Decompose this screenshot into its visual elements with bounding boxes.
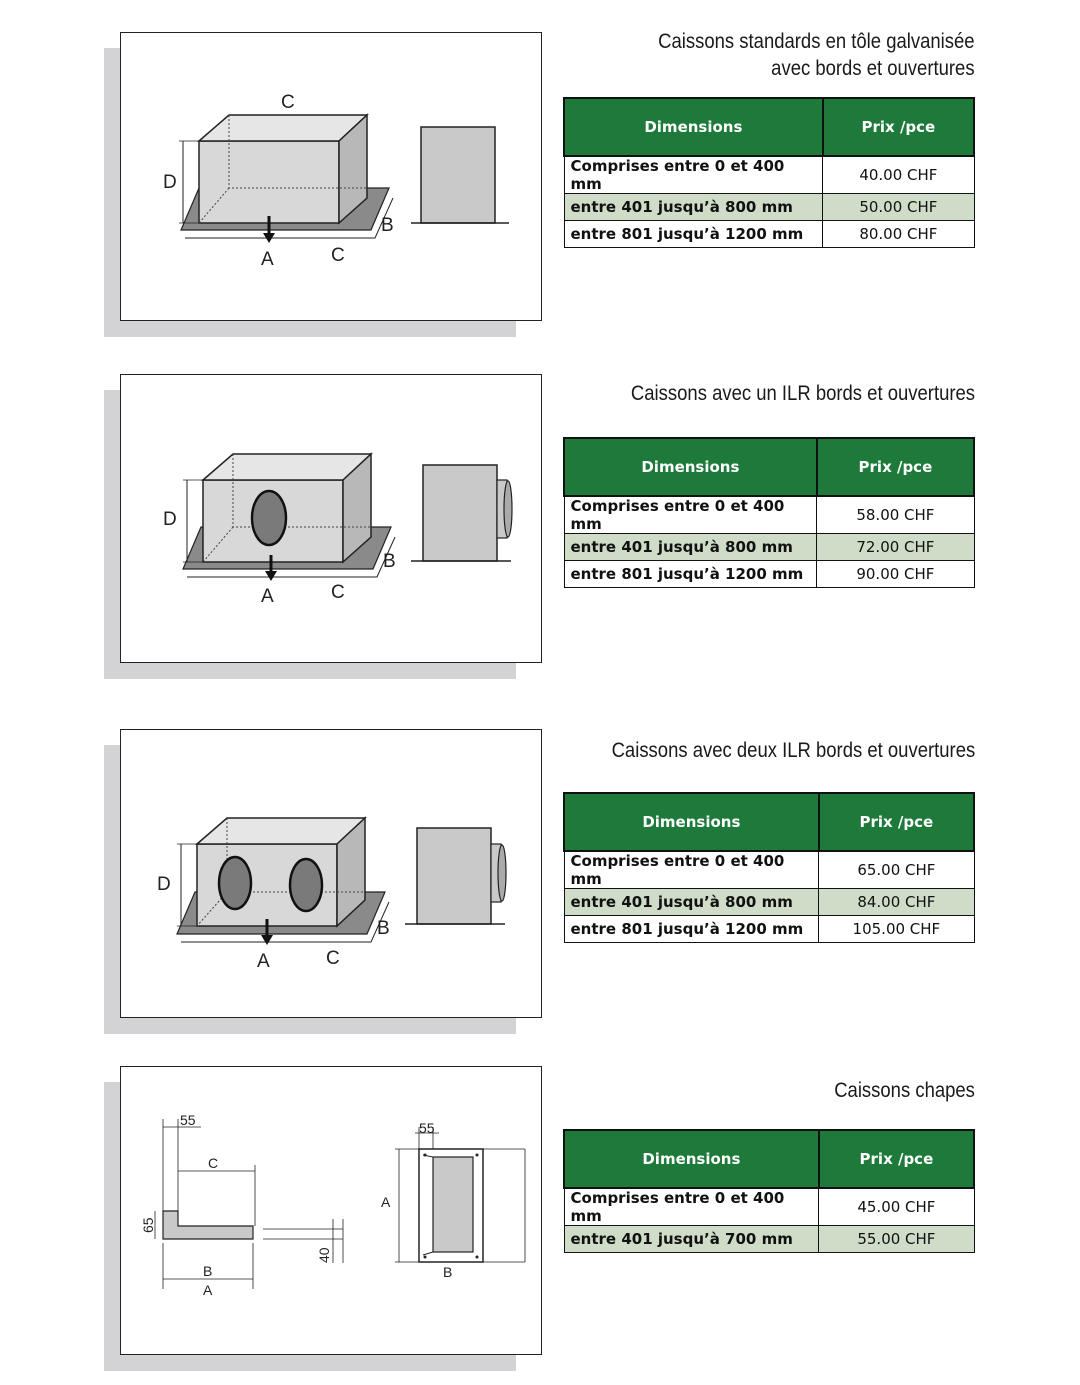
- row-price: 45.00 CHF: [819, 1188, 974, 1226]
- header-price: Prix /pce: [817, 438, 974, 496]
- table-row: [564, 851, 974, 889]
- row-dimension: entre 801 jusqu’à 1200 mm: [564, 561, 817, 588]
- row-dimension: Comprises entre 0 et 400 mm: [564, 156, 823, 194]
- title-line: Caissons avec un ILR bords et ouvertures: [630, 382, 975, 405]
- diagram-frame-2: [120, 374, 542, 663]
- title-line: Caissons standards en tôle galvanisée: [658, 30, 975, 53]
- table-row: [564, 1188, 974, 1226]
- row-price: 105.00 CHF: [819, 916, 974, 943]
- table-row: [564, 561, 974, 588]
- row-dimension: Comprises entre 0 et 400 mm: [564, 496, 817, 534]
- title-line: Caissons chapes: [834, 1079, 975, 1102]
- header-price: Prix /pce: [819, 1130, 974, 1188]
- row-price: 58.00 CHF: [817, 496, 974, 534]
- dim-b-right: B: [443, 1264, 453, 1280]
- table-row: [564, 534, 974, 561]
- box-standard-diagram: [121, 33, 543, 322]
- box-one-ilr-diagram: [121, 375, 543, 664]
- row-dimension: Comprises entre 0 et 400 mm: [564, 851, 819, 889]
- box-chape-diagram: [121, 1067, 543, 1356]
- header-dimensions: Dimensions: [564, 98, 823, 156]
- label-c-top: C: [281, 92, 295, 113]
- price-table-2: [563, 437, 975, 588]
- table-row: [564, 496, 974, 534]
- row-price: 55.00 CHF: [819, 1226, 974, 1253]
- row-dimension: entre 801 jusqu’à 1200 mm: [564, 916, 819, 943]
- label-c-bottom: C: [326, 948, 340, 969]
- title-line: Caissons avec deux ILR bords et ouvertures: [611, 739, 975, 762]
- price-table-4: [563, 1129, 975, 1253]
- box-two-ilr-diagram: [121, 730, 543, 1019]
- section-title-2: [631, 380, 975, 407]
- dim-55-right: 55: [419, 1120, 435, 1136]
- dim-b: B: [203, 1263, 213, 1279]
- row-dimension: entre 801 jusqu’à 1200 mm: [564, 221, 823, 248]
- header-dimensions: Dimensions: [564, 793, 819, 851]
- label-a: A: [261, 249, 274, 270]
- row-dimension: entre 401 jusqu’à 700 mm: [564, 1226, 819, 1253]
- diagram-frame-4: [120, 1066, 542, 1355]
- row-price: 72.00 CHF: [817, 534, 974, 561]
- section-title-1: [659, 28, 975, 82]
- label-d: D: [157, 874, 171, 895]
- label-c-bottom: C: [331, 582, 345, 603]
- price-table-3: [563, 792, 975, 943]
- label-d: D: [163, 509, 177, 530]
- row-price: 40.00 CHF: [823, 156, 974, 194]
- section-title-3: [611, 737, 975, 764]
- row-price: 80.00 CHF: [823, 221, 974, 248]
- row-price: 50.00 CHF: [823, 194, 974, 221]
- table-row: [564, 916, 974, 943]
- row-dimension: entre 401 jusqu’à 800 mm: [564, 534, 817, 561]
- section-title-4: [834, 1077, 975, 1104]
- header-dimensions: Dimensions: [564, 438, 817, 496]
- row-dimension: entre 401 jusqu’à 800 mm: [564, 194, 823, 221]
- label-b: B: [377, 918, 390, 939]
- table-row: [564, 194, 974, 221]
- table-row: [564, 156, 974, 194]
- label-b: B: [381, 215, 394, 236]
- label-a: A: [257, 951, 270, 972]
- table-row: [564, 889, 974, 916]
- dim-65: 65: [140, 1217, 156, 1233]
- dim-c: C: [208, 1155, 219, 1171]
- dim-40: 40: [316, 1247, 332, 1263]
- row-price: 65.00 CHF: [819, 851, 974, 889]
- label-c-bottom: C: [331, 245, 345, 266]
- table-row: [564, 221, 974, 248]
- row-price: 90.00 CHF: [817, 561, 974, 588]
- dim-55-left: 55: [180, 1112, 196, 1128]
- label-a: A: [261, 586, 274, 607]
- header-price: Prix /pce: [823, 98, 974, 156]
- diagram-frame-3: [120, 729, 542, 1018]
- row-dimension: Comprises entre 0 et 400 mm: [564, 1188, 819, 1226]
- table-row: [564, 1226, 974, 1253]
- row-dimension: entre 401 jusqu’à 800 mm: [564, 889, 819, 916]
- title-line: avec bords et ouvertures: [771, 57, 975, 80]
- diagram-frame-1: [120, 32, 542, 321]
- label-b: B: [383, 551, 396, 572]
- row-price: 84.00 CHF: [819, 889, 974, 916]
- header-price: Prix /pce: [819, 793, 974, 851]
- label-d: D: [163, 172, 177, 193]
- dim-a: A: [203, 1282, 213, 1298]
- price-table-1: [563, 97, 975, 248]
- dim-a-right: A: [381, 1194, 391, 1210]
- header-dimensions: Dimensions: [564, 1130, 819, 1188]
